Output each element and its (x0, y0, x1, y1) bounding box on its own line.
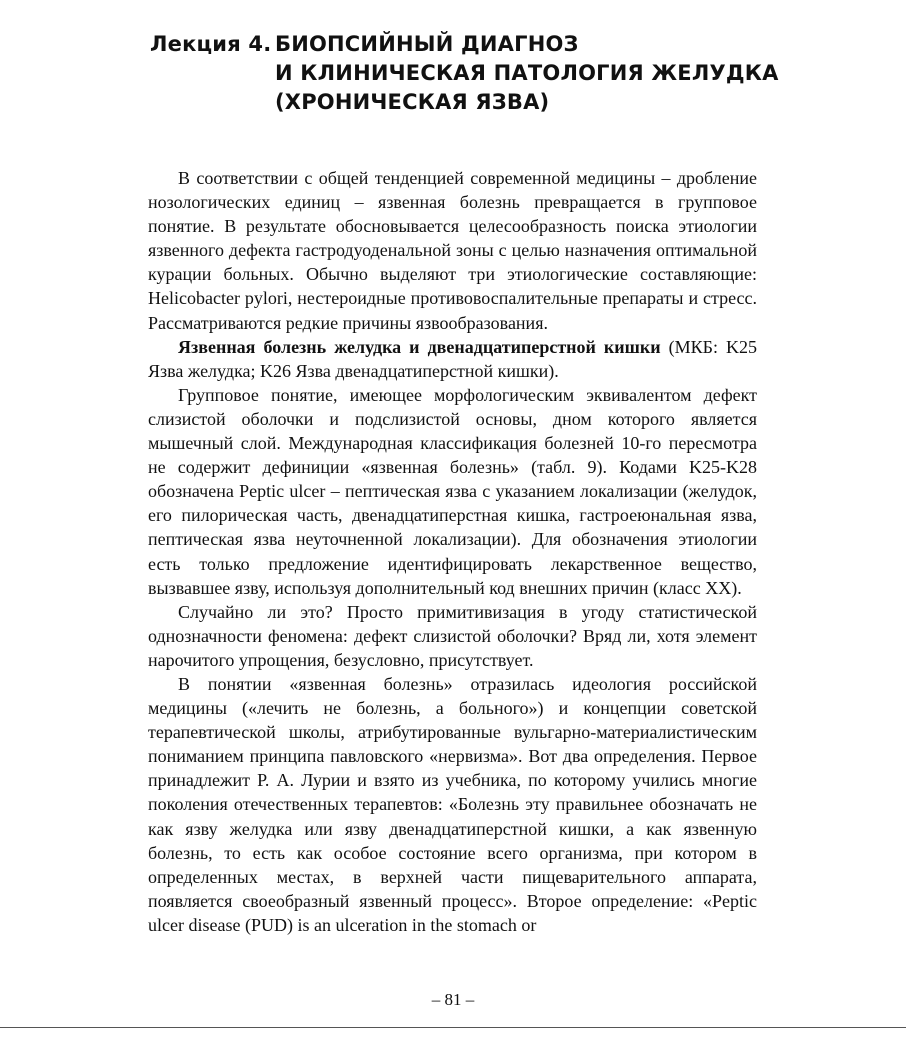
paragraph-text: Групповое понятие, имеющее морфологическим эквивалентом дефект слизистой оболочки и подслизистой основы, дном которого является мышечный слой. Международная классификация болезней 10-го пересмотра не содержит дефиниции «язвенная болезнь» (табл. 9). Кодами K25-K28 обозначена Peptic ulcer – пептическая язва с указанием локализации (желудок, его пилорическая часть, двенадцатиперстная кишка, гастроеюнальная язва, пептическая язва неуточненной локализации). Для обозначения этиологии есть только предложение идентифицировать лекарственное вещество, вызвавшее язву, используя дополнительный код внешних причин (класс XX). (148, 384, 757, 598)
paragraph-text: Случайно ли это? Просто примитивизация в угоду статистической однозначности феномена: дефект слизистой оболочки? Вряд ли, хотя элемент нарочитого упрощения, безусловно, присутствует. (148, 601, 757, 670)
paragraph (148, 383, 757, 600)
paragraph-text: В соответствии с общей тенденцией современной медицины – дробление нозологических единиц – язвенная болезнь превращается в групповое понятие. В результате обосновывается целесообразность поиска этиологии язвенного дефекта гастродуоденальной зоны с целью назначения оптимальной курации больных. Обычно выделяют три этиологические составляющие: Helicobacter pylori, нестероидные противовоспалительные препараты и стресс. Рассматриваются редкие причины язвообразования. (148, 168, 757, 333)
page-bottom-divider (0, 1027, 906, 1028)
paragraph (148, 335, 757, 383)
body-text (148, 166, 757, 937)
term-heading: Язвенная болезнь желудка и двенадцатиперстной кишки (178, 336, 661, 357)
paragraph (148, 166, 757, 335)
paragraph-text: В понятии «язвенная болезнь» отразилась идеология российской медицины («лечить не болезнь, а больного») и концепции советской терапевтической школы, атрибутированные вульгарно-материалистическим пониманием принципа павловского «нервизма». Вот два определения. Первое принадлежит Р. А. Лурии и взято из учебника, по которому учились многие поколения отечественных терапевтов: «Болезнь эту правильнее обозначать не как язву желудка или язву двенадцатиперстной кишки, а как язвенную болезнь, то есть как особое состояние всего организма, при котором в определенных местах, в верхней части пищеварительного аппарата, появляется своеобразный язвенный процесс». Второе определение: «Peptic ulcer disease (PUD) is an ulceration in the stomach or (148, 673, 757, 935)
page-number: – 81 – (431, 990, 475, 1009)
lecture-title (275, 30, 795, 117)
lecture-number: Лекция 4. (150, 32, 272, 56)
paragraph (148, 672, 757, 937)
lecture-title-line: (ХРОНИЧЕСКАЯ ЯЗВА) (275, 90, 550, 114)
paragraph-text: (МКБ: K25 Язва желудка; K26 Язва двенадцатиперстной кишки). (148, 336, 757, 381)
lecture-title-line: И КЛИНИЧЕСКАЯ ПАТОЛОГИЯ ЖЕЛУДКА (275, 61, 779, 85)
lecture-heading (150, 30, 850, 117)
paragraph (148, 600, 757, 672)
lecture-title-line: БИОПСИЙНЫЙ ДИАГНОЗ (275, 32, 579, 56)
